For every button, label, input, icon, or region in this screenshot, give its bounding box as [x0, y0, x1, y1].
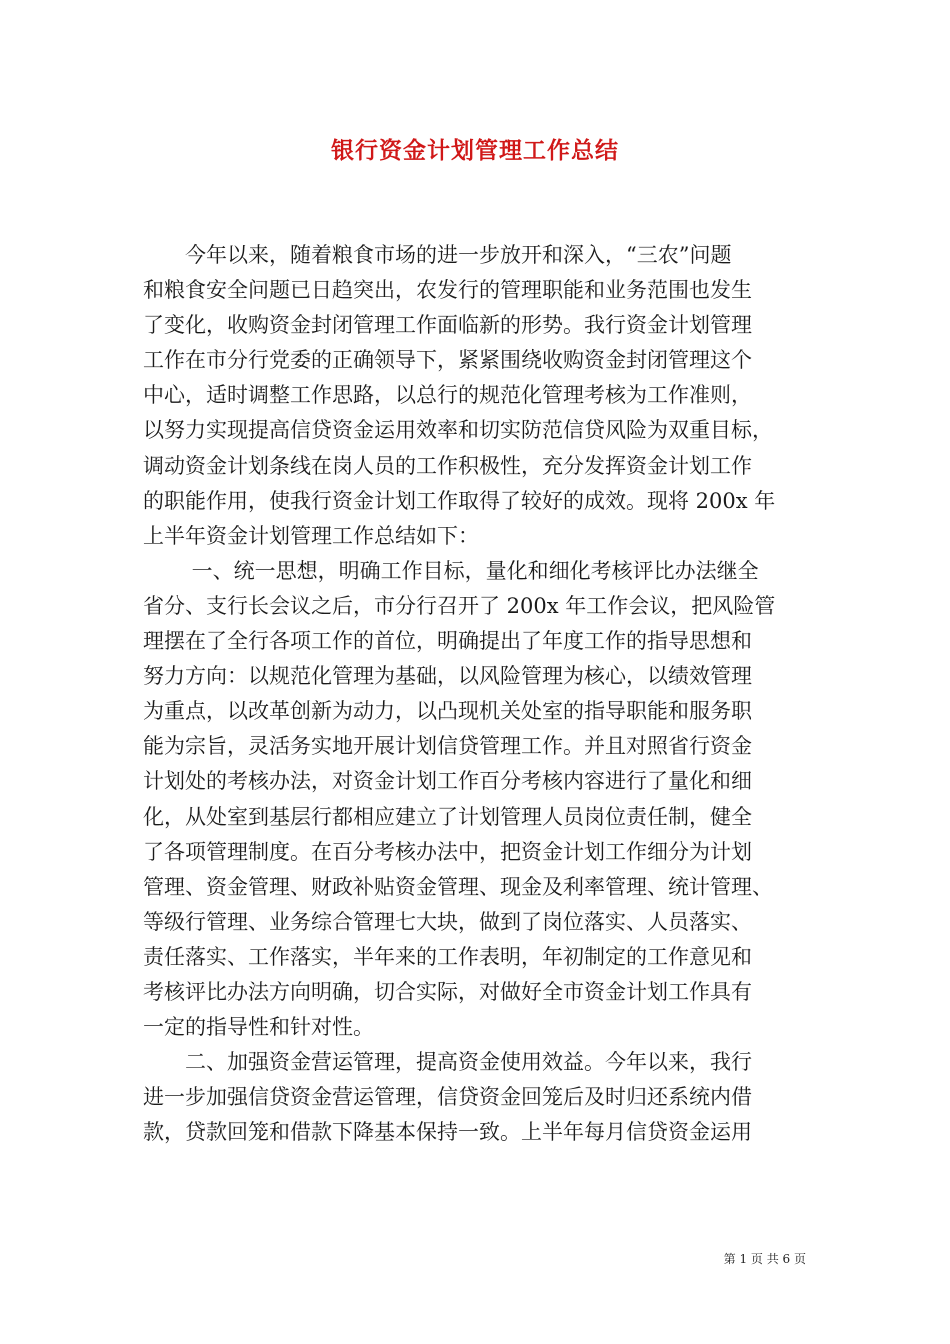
body-line: 等级行管理、业务综合管理七大块，做到了岗位落实、人员落实、: [143, 909, 752, 934]
body-line: 理摆在了全行各项工作的首位，明确提出了年度工作的指导思想和: [143, 629, 752, 654]
body-line: 了各项管理制度。在百分考核办法中，把资金计划工作细分为计划: [143, 839, 752, 864]
body-line: 一、统一思想，明确工作目标，量化和细化考核评比办法继全: [143, 558, 759, 583]
body-line: 一定的指导性和针对性。: [143, 1015, 374, 1040]
body-line: 为重点，以改革创新为动力，以凸现机关处室的指导职能和服务职: [143, 699, 752, 724]
document-body: [143, 238, 823, 1150]
body-line: 二、加强资金营运管理，提高资金使用效益。今年以来，我行: [143, 1050, 752, 1075]
body-line: 以努力实现提高信贷资金运用效率和切实防范信贷风险为双重目标，: [143, 418, 773, 443]
body-line: 工作在市分行党委的正确领导下，紧紧围绕收购资金封闭管理这个: [143, 348, 752, 373]
body-line: 今年以来，随着粮食市场的进一步放开和深入，“三农”问题: [143, 243, 732, 267]
body-line: 了变化，收购资金封闭管理工作面临新的形势。我行资金计划管理: [143, 313, 752, 338]
document-title: 银行资金计划管理工作总结: [331, 137, 619, 164]
body-line: 上半年资金计划管理工作总结如下：: [143, 523, 479, 548]
body-line: 管理、资金管理、财政补贴资金管理、现金及利率管理、统计管理、: [143, 874, 773, 899]
body-line: 努力方向：以规范化管理为基础，以风险管理为核心，以绩效管理: [143, 664, 752, 689]
body-line: 能为宗旨，灵活务实地开展计划信贷管理工作。并且对照省行资金: [143, 734, 752, 759]
body-line: 中心，适时调整工作思路，以总行的规范化管理考核为工作准则，: [143, 383, 752, 408]
body-line: 款，贷款回笼和借款下降基本保持一致。上半年每月信贷资金运用: [143, 1120, 752, 1145]
body-line: 省分、支行长会议之后，市分行召开了 200x 年工作会议，把风险管: [143, 593, 776, 618]
body-line: 的职能作用，使我行资金计划工作取得了较好的成效。现将 200x 年: [143, 488, 776, 513]
body-line: 进一步加强信贷资金营运管理，信贷资金回笼后及时归还系统内借: [143, 1085, 752, 1110]
page-number-footer: 第 1 页 共 6 页: [723, 1252, 806, 1266]
body-line: 责任落实、工作落实，半年来的工作表明，年初制定的工作意见和: [143, 944, 752, 969]
body-line: 考核评比办法方向明确，切合实际，对做好全市资金计划工作具有: [143, 979, 752, 1004]
body-line: 和粮食安全问题已日趋突出，农发行的管理职能和业务范围也发生: [143, 278, 752, 303]
body-line: 调动资金计划条线在岗人员的工作积极性，充分发挥资金计划工作: [143, 453, 752, 478]
body-line: 化，从处室到基层行都相应建立了计划管理人员岗位责任制，健全: [143, 804, 752, 829]
body-line: 计划处的考核办法，对资金计划工作百分考核内容进行了量化和细: [143, 769, 752, 794]
